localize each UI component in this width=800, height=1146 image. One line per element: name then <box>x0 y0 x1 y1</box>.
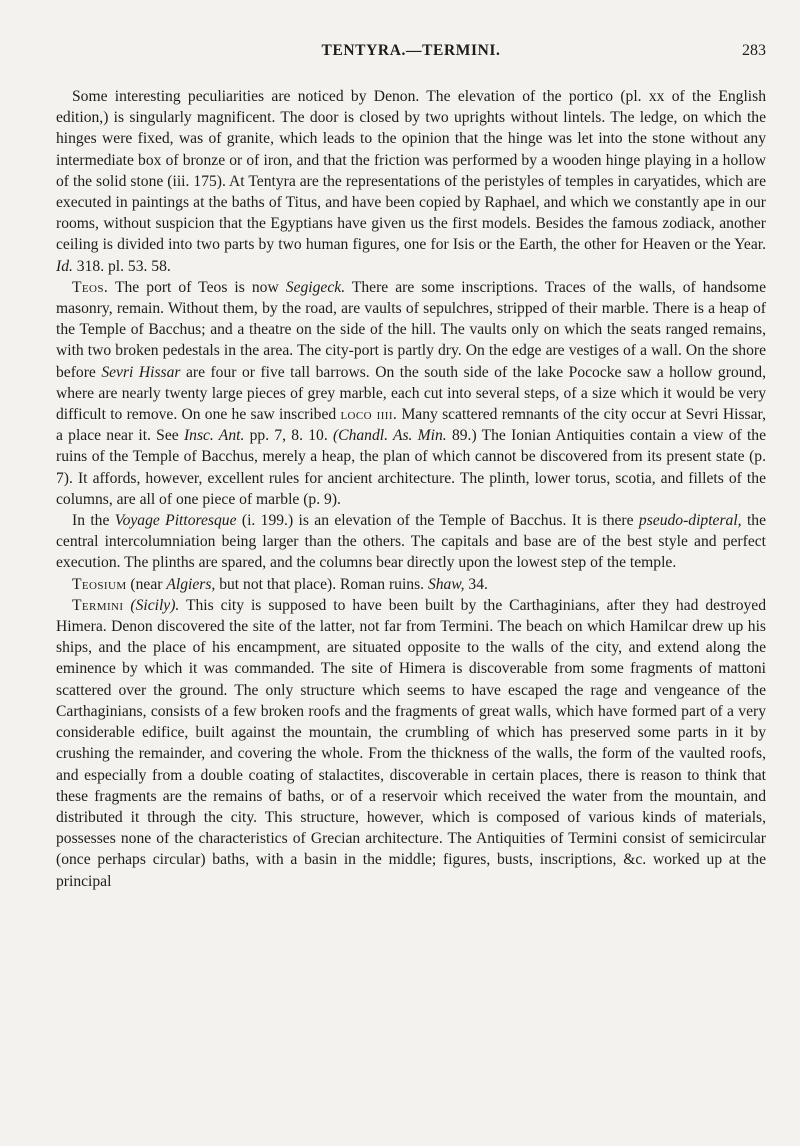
text-run: Some interesting peculiarities are noticed by Denon. The elevation of the portico (pl. xx of the English edition,) is singularly magnificent. The door is closed by two uprights without lintels. The ledge, on which the hinges were fixed, was of granite, which leads to the opinion that the hinge was let into the stone without any intermediate box of bronze or of iron, and that the friction was performed by a wooden hinge playing in a hollow of the solid stone (iii. 175). At Tentyra are the representations of the peristyles of temples in caryatides, which are executed in paintings at the baths of Titus, and have been copied by Raphael, and which we constantly ape in our rooms, without suspicion that the Egyptians have given us the first models. Besides the famous zodiack, another ceiling is divided into two parts by two human figures, one for Isis or the Earth, the other for Heaven or the Year. <box>56 88 766 254</box>
reference-abbrev: Id. <box>56 257 73 275</box>
italic-run: Algiers, <box>166 575 216 593</box>
entry-heading: Teos. <box>72 278 109 296</box>
page-number: 283 <box>742 42 766 59</box>
text-run: the central intercolumniation being larger than the others. The capitals and base are of the best style and perfect execution. The plinths are spared, and the columns bear directly upon the lowest step of the temple. <box>56 512 766 572</box>
text-run: (near <box>130 575 163 593</box>
italic-run: Voyage Pittoresque <box>114 512 237 530</box>
italic-run: pseudo-dipteral, <box>638 512 742 530</box>
text-run: Many scattered remnants of the city occur at Sevri Hissar, a place near it. See <box>56 406 766 445</box>
entry-heading: Termini <box>72 596 124 614</box>
paragraph-teos <box>56 277 766 510</box>
paragraph-denon-tentyra <box>56 86 766 277</box>
italic-run: Shaw, <box>427 575 465 593</box>
paragraph-voyage-pittoresque <box>56 510 766 574</box>
text-run: 34. <box>468 575 488 593</box>
italic-run: Sevri Hissar <box>101 363 181 381</box>
paragraph-teosium <box>56 574 766 595</box>
inscription-text: loco iiii. <box>340 406 398 424</box>
italic-run: (Chandl. As. Min. <box>332 427 447 445</box>
paragraph-termini <box>56 595 766 892</box>
text-run: In the <box>72 512 110 530</box>
text-run: are four or five tall barrows. On the south side of the lake Pococke saw a hollow ground, where are nearly twenty large pieces of grey marble, each cut into several steps, of a size which it would be very difficult to remove. On one he saw inscribed <box>56 363 767 424</box>
text-run: There are some inscriptions. Traces of the walls, of handsome masonry, remain. Without them, by the road, are vaults of sepulchres, stripped of their marble. There is a heap of the Temple of Bacchus; and a theatre on the side of the hill. The vaults only on which the seats ranged remains, with two broken pedestals in the area. The city-port is partly dry. On the edge are vestiges of a wall. On the shore before <box>56 278 766 381</box>
text-run: This city is supposed to have been built by the Carthaginians, after they had destroyed Himera. Denon discovered the site of the latter, not far from Termini. The beach on which Hamilcar drew up his ships, and the place of his encampment, are situated opposite to the walls of the city, and extend along the eminence by which it was commanded. The site of Himera is discoverable from some fragments of mattoni scattered over the ground. The only structure which seems to have escaped the rage and vengeance of the Carthaginians, consists of a few broken roofs and the fragments of great walls, which have formed part of a very considerable edifice, built against the mountain, the crumbling of which has preserved some parts in it by crushing the remainder, and covering the whole. From the thickness of the walls, the form of the vaulted roofs, and especially from a double coating of stalactites, discoverable in certain places, there is reason to think that these fragments are the remains of baths, or of a reservoir which received the water from the mountain, and distributed it through the city. This structure, however, which is composed of various kinds of materials, possesses none of the characteristics of Grecian architecture. The Antiquities of Termini consist of semicircular (once perhaps circular) baths, with a basin in the middle; figures, busts, inscriptions, &c. worked up at the principal <box>56 596 767 890</box>
text-run: 89.) The Ionian Antiquities contain a view of the ruins of the Temple of Bacchus, merely a heap, the plan of which cannot be discovered from its present state (p. 7). It affords, however, excellent rules for ancient architecture. The plinth, lower torus, scotia, and fillets of the columns, are all of one piece of marble (p. 9). <box>56 427 766 508</box>
text-run: 318. pl. 53. 58. <box>76 257 171 275</box>
book-page <box>56 0 766 1146</box>
italic-run: (Sicily). <box>130 596 180 614</box>
text-run: The port of Teos is now <box>114 278 279 296</box>
text-run: pp. 7, 8. 10. <box>249 427 328 445</box>
running-title: TENTYRA.—TERMINI. <box>321 42 501 59</box>
body-text <box>56 86 766 892</box>
entry-heading: Teosium <box>72 575 127 593</box>
italic-run: Segigeck. <box>285 278 346 296</box>
text-run: but not that place). Roman ruins. <box>219 575 425 593</box>
running-head <box>56 42 766 78</box>
text-run: (i. 199.) is an elevation of the Temple of Bacchus. It is there <box>241 512 634 530</box>
italic-run: Insc. Ant. <box>183 427 245 445</box>
